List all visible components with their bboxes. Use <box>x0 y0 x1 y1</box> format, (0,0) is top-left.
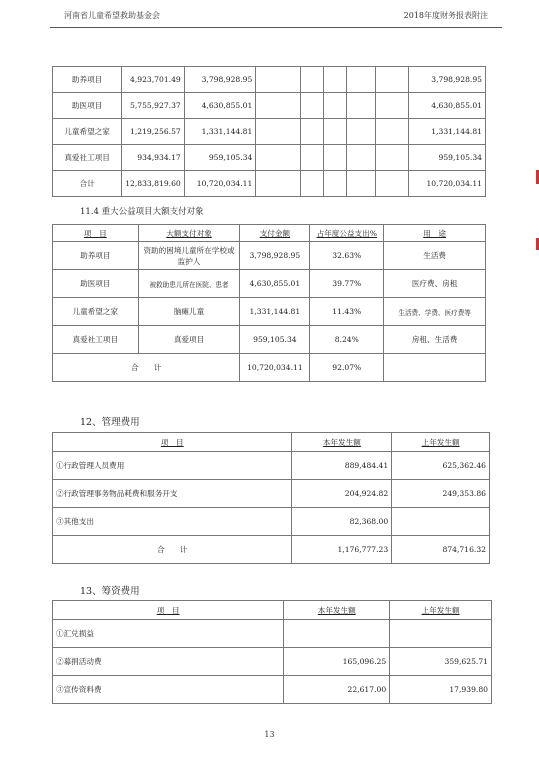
table-total-row: 合计 12,833,819.60 10,720,034.11 10,720,034.11 <box>53 171 486 197</box>
table-total-row: 合 计 1,176,777.23 874,716.32 <box>53 536 490 564</box>
section-heading-12: 12、管理费用 <box>80 417 140 428</box>
table-row: 助医项目 被救助患儿所在医院、患者 4,630,855.01 39.77% 医疗费、房租 <box>53 270 486 298</box>
payees-table <box>52 224 486 382</box>
section-heading-11-4: 11.4 重大公益项目大额支付对象 <box>80 207 204 217</box>
table-row: ①行政管理人员费用 889,484.41 625,362.46 <box>53 452 490 480</box>
page-header <box>64 10 488 24</box>
table-total-row: 合 计 10,720,034.11 92.07% <box>53 354 486 382</box>
table-row: 助养项目 资助的困境儿童所在学校或监护人 3,798,928.95 32.63% 生活费 <box>53 242 486 270</box>
header-org: 河南省儿童希望救助基金会 <box>64 11 160 20</box>
table-row: ③其他支出 82,368.00 <box>53 508 490 536</box>
table-row: 真爱社工项目 934,934.17 959,105.34 959,105.34 <box>53 145 486 171</box>
table-header-row: 项 目 本年发生额 上年发生额 <box>53 601 492 620</box>
management-expense-table <box>52 432 490 564</box>
table-row: ①汇兑损益 <box>53 620 492 648</box>
section-heading-13: 13、筹资费用 <box>80 586 140 597</box>
table-header-row: 项 目 大额支付对象 支付金额 占年度公益支出% 用 途 <box>53 225 486 242</box>
table-row: 儿童希望之家 脑瘫儿童 1,331,144.81 11.43% 生活费、学费、医疗费等 <box>53 298 486 326</box>
table-row: ②行政管理事务物品耗费和服务开支 204,924.82 249,353.86 <box>53 480 490 508</box>
fundraising-expense-table <box>52 600 492 704</box>
table-header-row: 项 目 本年发生额 上年发生额 <box>53 433 490 452</box>
projects-table <box>52 66 486 197</box>
table-row: 真爱社工项目 真爱项目 959,105.34 8.24% 房租、生活费 <box>53 326 486 354</box>
header-title: 2018年度财务报表附注 <box>403 11 488 20</box>
table-row: 助医项目 5,755,927.37 4,630,855.01 4,630,855.01 <box>53 93 486 119</box>
page-number: 13 <box>264 730 275 739</box>
table-row: ③宣传资料费 22,617.00 17,939.80 <box>53 676 492 704</box>
header-divider <box>50 27 502 28</box>
table-row: ②募捐活动费 165,096.25 359,625.71 <box>53 648 492 676</box>
table-row: 助养项目 4,923,701.49 3,798,928.95 3,798,928.95 <box>53 67 486 93</box>
table-row: 儿童希望之家 1,219,256.57 1,331,144.81 1,331,144.81 <box>53 119 486 145</box>
